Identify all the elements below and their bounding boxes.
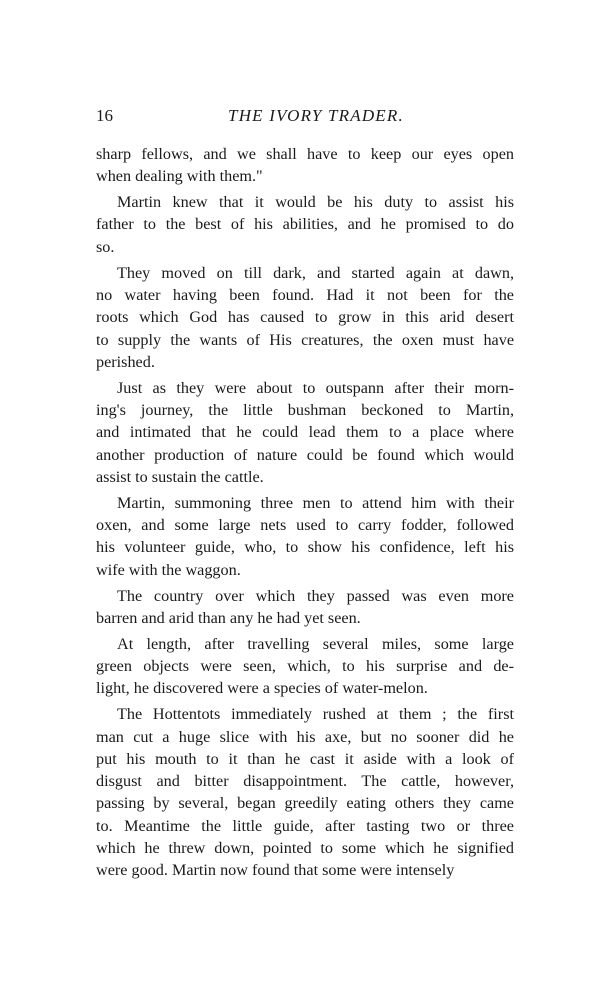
text-line: no water having been found. Had it not been for the (96, 285, 514, 304)
text-line: At length, after travelling several miles, some large (117, 634, 514, 653)
running-title: THE IVORY TRADER. (228, 106, 404, 125)
text-line: sharp fellows, and we shall have to keep our eyes open (96, 145, 514, 163)
paragraph (96, 585, 514, 630)
text-line: put his mouth to it than he cast it aside with a look of (96, 749, 514, 768)
paragraph (96, 492, 514, 581)
paragraph (96, 377, 514, 488)
text-line: Martin knew that it would be his duty to assist his (117, 193, 514, 212)
text-line: light, he discovered were a species of water-melon. (96, 679, 428, 698)
text-line: to supply the wants of His creatures, the oxen must have (96, 330, 514, 349)
text-line: The Hottentots immediately rushed at them ; the first (117, 705, 514, 724)
text-line: wife with the waggon. (96, 560, 241, 579)
text-line: so. (96, 237, 115, 256)
text-line: They moved on till dark, and started again at dawn, (117, 263, 514, 282)
text-line: which he threw down, pointed to some which he signified (96, 839, 514, 858)
text-line: disgust and bitter disappointment. The cattle, however, (96, 772, 514, 791)
text-line: green objects were seen, which, to his surprise and de- (96, 657, 514, 676)
text-line: ing's journey, the little bushman beckoned to Martin, (96, 401, 514, 420)
text-line: and intimated that he could lead them to a place where (96, 423, 514, 442)
text-line: Martin, summoning three men to attend him with their (117, 493, 514, 512)
paragraph (96, 191, 514, 258)
text-line: another production of nature could be found which would (96, 445, 514, 464)
text-line: barren and arid than any he had yet seen. (96, 608, 361, 627)
text-line: perished. (96, 352, 155, 371)
text-line: to. Meantime the little guide, after tasting two or three (96, 816, 514, 835)
text-line: roots which God has caused to grow in this arid desert (96, 308, 514, 327)
text-line: assist to sustain the cattle. (96, 467, 264, 486)
text-line: man cut a huge slice with his axe, but no sooner did he (96, 727, 514, 746)
text-line: Just as they were about to outspann after their morn- (117, 378, 514, 397)
paragraph (96, 703, 514, 881)
text-line: oxen, and some large nets used to carry fodder, followed (96, 516, 514, 535)
text-line: were good. Martin now found that some were intensely (96, 861, 455, 880)
paragraph (96, 262, 514, 373)
body-text (96, 143, 514, 882)
text-line: his volunteer guide, who, to show his confidence, left his (96, 538, 514, 557)
text-line: father to the best of his abilities, and he promised to do (96, 215, 514, 234)
text-line: when dealing with them." (96, 167, 263, 186)
paragraph (96, 633, 514, 700)
text-line: passing by several, began greedily eating others they came (96, 794, 514, 813)
paragraph (96, 143, 514, 188)
page-header (96, 104, 516, 128)
text-line: The country over which they passed was even more (117, 586, 514, 605)
page-number: 16 (96, 106, 113, 125)
